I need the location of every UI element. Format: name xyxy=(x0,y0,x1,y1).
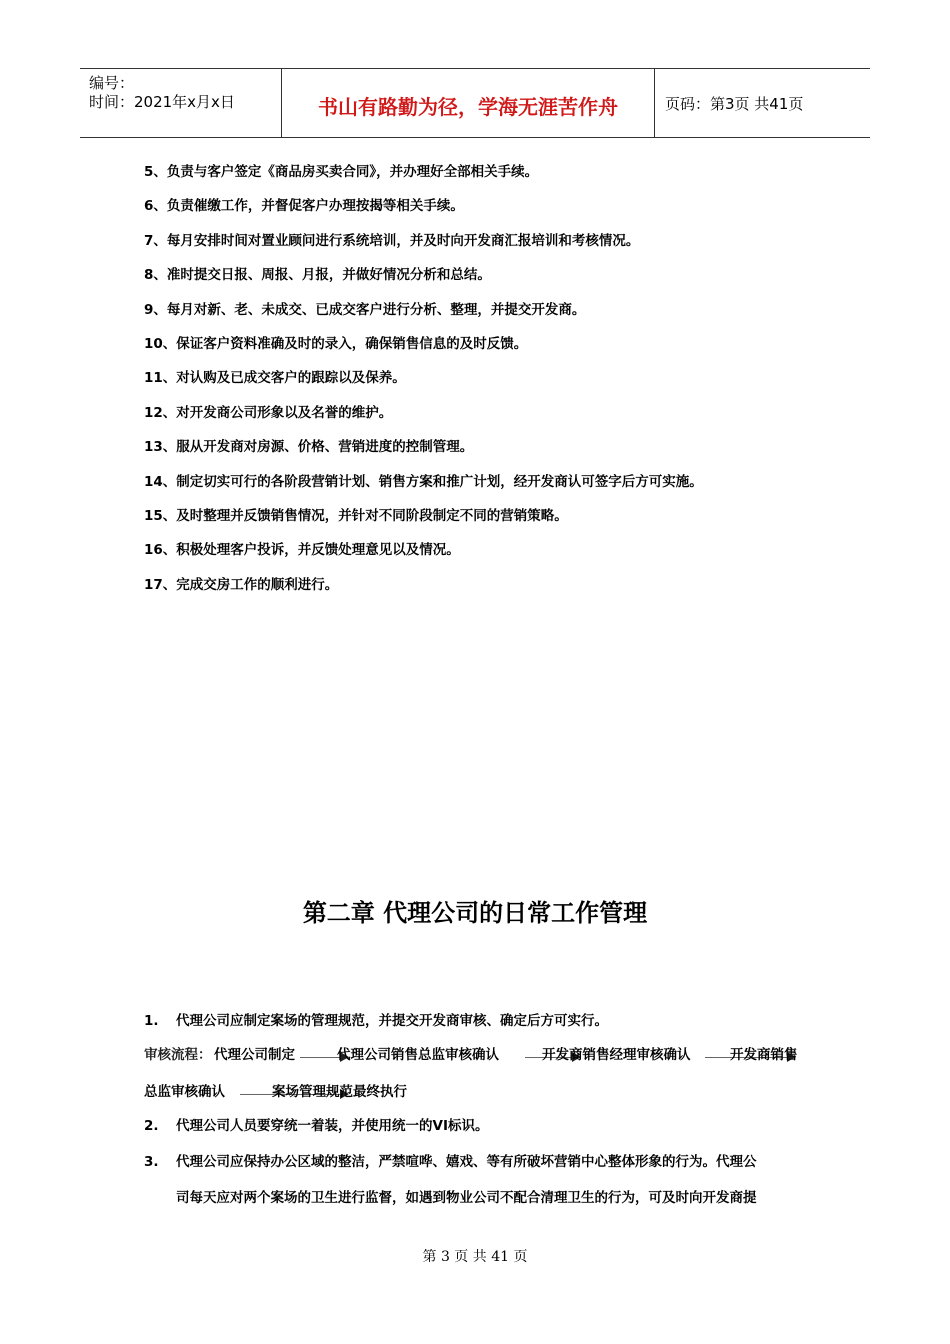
paragraph-number: 1. xyxy=(144,1013,159,1029)
paragraph-text: 代理公司应保持办公区域的整洁，严禁喧哗、嬉戏、等有所破坏营销中心整体形象的行为。代理公 xyxy=(176,1154,757,1170)
paragraph-number: 2. xyxy=(144,1118,159,1134)
duty-list xyxy=(144,160,844,607)
flow-step-5: 案场管理规范最终执行 xyxy=(272,1084,407,1100)
list-item: 13、服从开发商对房源、价格、营销进度的控制管理。 xyxy=(144,439,474,456)
flow-step-2: 代理公司销售总监审核确认 xyxy=(337,1047,499,1063)
header-page-number: 页码：第3页 共41页 xyxy=(665,95,804,113)
flow-step-1: 代理公司制定 xyxy=(214,1047,295,1063)
paragraph-continuation: 司每天应对两个案场的卫生进行监督，如遇到物业公司不配合清理卫生的行为，可及时向开发商提 xyxy=(176,1190,757,1206)
flow-label: 审核流程： xyxy=(144,1047,212,1063)
paragraph-number: 3. xyxy=(144,1154,159,1170)
paragraph-text: 代理公司应制定案场的管理规范，并提交开发商审核、确定后方可实行。 xyxy=(176,1013,608,1029)
header-motto: 书山有路勤为径，学海无涯苦作舟 xyxy=(318,95,618,119)
paragraph-text: 代理公司人员要穿统一着装，并使用统一的VI标识。 xyxy=(176,1118,489,1134)
date-label: 时间：2021年x月x日 xyxy=(89,93,235,111)
flow-step-4: 开发商销售 xyxy=(730,1047,798,1063)
numbered-paragraph-1 xyxy=(144,1009,608,1029)
list-item: 6、负责催缴工作，并督促客户办理按揭等相关手续。 xyxy=(144,198,464,215)
header-page-cell xyxy=(655,69,870,137)
page-header xyxy=(80,68,870,138)
serial-label: 编号： xyxy=(89,74,135,92)
page-footer: 第 3 页 共 41 页 xyxy=(422,1249,528,1265)
list-item: 14、制定切实可行的各阶段营销计划、销售方案和推广计划，经开发商认可签字后方可实施。 xyxy=(144,473,703,490)
header-motto-cell xyxy=(282,69,655,137)
flow-step-3: 开发商销售经理审核确认 xyxy=(542,1047,691,1063)
list-item: 7、每月安排时间对置业顾问进行系统培训，并及时向开发商汇报培训和考核情况。 xyxy=(144,232,640,249)
list-item: 16、积极处理客户投诉，并反馈处理意见以及情况。 xyxy=(144,542,460,559)
numbered-paragraph-2 xyxy=(144,1114,488,1134)
list-item: 8、准时提交日报、周报、月报，并做好情况分析和总结。 xyxy=(144,267,491,284)
flow-step-4-cont: 总监审核确认 xyxy=(144,1084,225,1100)
list-item: 12、对开发商公司形象以及名誉的维护。 xyxy=(144,404,393,421)
list-item: 15、及时整理并反馈销售情况，并针对不同阶段制定不同的营销策略。 xyxy=(144,507,568,524)
chapter-title: 第二章 代理公司的日常工作管理 xyxy=(302,899,648,927)
list-item: 11、对认购及已成交客户的跟踪以及保养。 xyxy=(144,370,406,387)
numbered-paragraph-3 xyxy=(144,1150,757,1170)
list-item: 5、负责与客户签定《商品房买卖合同》，并办理好全部相关手续。 xyxy=(144,164,539,180)
list-item: 17、完成交房工作的顺利进行。 xyxy=(144,576,339,593)
list-item: 10、保证客户资料准确及时的录入，确保销售信息的及时反馈。 xyxy=(144,335,528,352)
header-meta-cell xyxy=(80,69,282,137)
list-item: 9、每月对新、老、未成交、已成交客户进行分析、整理，并提交开发商。 xyxy=(144,301,586,318)
